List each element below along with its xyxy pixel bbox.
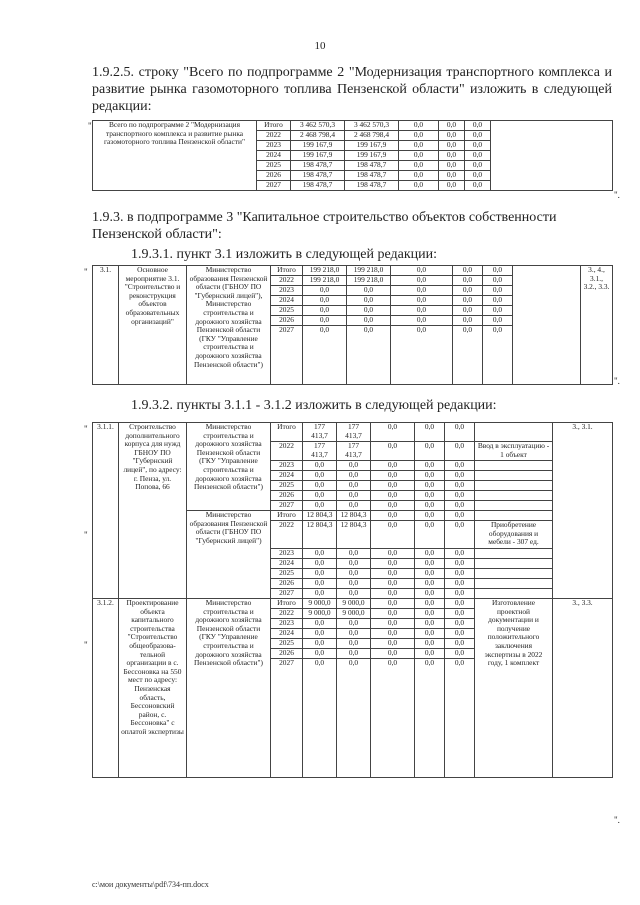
- amount-cell: 0,0: [439, 131, 465, 141]
- quote-open-3b: ": [84, 530, 88, 540]
- amount-cell: 0,0: [415, 579, 445, 589]
- amount-cell: 0,0: [399, 181, 439, 191]
- amount-cell: 199 218,0: [347, 266, 391, 276]
- amount-cell: 0,0: [337, 559, 371, 569]
- amount-cell: 199 218,0: [303, 276, 347, 286]
- amount-cell: 0,0: [303, 471, 337, 481]
- amount-cell: 0,0: [347, 296, 391, 306]
- amount-cell: 0,0: [371, 442, 415, 461]
- amount-cell: 198 478,7: [345, 171, 399, 181]
- table-row: [93, 266, 613, 276]
- amount-cell: 0,0: [337, 619, 371, 629]
- amount-cell: 0,0: [399, 131, 439, 141]
- reference-cell: 3., 3.3.: [553, 599, 613, 778]
- amount-cell: 0,0: [337, 491, 371, 501]
- amount-cell: 9 000,0: [337, 609, 371, 619]
- amount-cell: 0,0: [439, 181, 465, 191]
- year-cell: 2025: [271, 569, 303, 579]
- table-item-3-1: [92, 265, 613, 385]
- amount-cell: 177 413,7: [303, 442, 337, 461]
- amount-cell: 0,0: [445, 481, 475, 491]
- amount-cell: 0,0: [371, 659, 415, 778]
- quote-open-1: ": [88, 121, 92, 131]
- item-number: 3.1.2.: [93, 599, 119, 778]
- amount-cell: 0,0: [415, 589, 445, 599]
- amount-cell: 2 468 798,4: [291, 131, 345, 141]
- amount-cell: 0,0: [371, 589, 415, 599]
- table-row: [93, 121, 613, 131]
- quote-open-3c: ": [84, 640, 88, 650]
- amount-cell: 0,0: [445, 629, 475, 639]
- amount-cell: 0,0: [391, 296, 453, 306]
- year-cell: 2022: [271, 521, 303, 549]
- executor-cell: Министерство строительства и дорожного хозяйства Пензенской области (ГКУ "Управление строительства и дорожного хозяйства Пензенской области"): [187, 599, 271, 778]
- year-cell: 2023: [271, 619, 303, 629]
- amount-cell: 0,0: [445, 442, 475, 461]
- amount-cell: 3 462 570,3: [345, 121, 399, 131]
- year-cell: 2027: [271, 326, 303, 385]
- amount-cell: 199 167,9: [345, 151, 399, 161]
- amount-cell: 0,0: [371, 461, 415, 471]
- amount-cell: 0,0: [415, 639, 445, 649]
- amount-cell: 0,0: [371, 649, 415, 659]
- item-number: 3.1.: [93, 266, 119, 385]
- executor-cell: Министерство образования Пензенской области (ГБНОУ ПО "Губернский лицей"): [187, 511, 271, 599]
- amount-cell: 0,0: [303, 461, 337, 471]
- amount-cell: 0,0: [415, 491, 445, 501]
- year-cell: 2026: [257, 171, 291, 181]
- year-cell: 2024: [271, 629, 303, 639]
- amount-cell: 0,0: [445, 639, 475, 649]
- amount-cell: 177 413,7: [337, 442, 371, 461]
- amount-cell: 0,0: [439, 161, 465, 171]
- amount-cell: 0,0: [337, 659, 371, 778]
- reference-cell: 3., 4., 3.1., 3.2., 3.3.: [581, 266, 613, 385]
- amount-cell: 0,0: [415, 481, 445, 491]
- amount-cell: 198 478,7: [291, 161, 345, 171]
- quote-close-3: ".: [614, 815, 620, 825]
- amount-cell: 0,0: [337, 589, 371, 599]
- amount-cell: 0,0: [371, 511, 415, 521]
- amount-cell: 0,0: [445, 559, 475, 569]
- paragraph-1-9-3-2: 1.9.3.2. пункты 3.1.1 - 3.1.2 изложить в следующей редакции:: [131, 398, 497, 413]
- amount-cell: 0,0: [337, 579, 371, 589]
- amount-cell: 199 167,9: [345, 141, 399, 151]
- amount-cell: 0,0: [465, 121, 491, 131]
- amount-cell: 0,0: [439, 121, 465, 131]
- amount-cell: 0,0: [483, 296, 513, 306]
- amount-cell: 0,0: [303, 306, 347, 316]
- amount-cell: 0,0: [439, 141, 465, 151]
- table-row: [93, 599, 613, 609]
- amount-cell: 0,0: [445, 501, 475, 511]
- amount-cell: 199 167,9: [291, 141, 345, 151]
- amount-cell: 0,0: [303, 549, 337, 559]
- amount-cell: 0,0: [303, 649, 337, 659]
- amount-cell: 12 804,3: [337, 521, 371, 549]
- amount-cell: 0,0: [453, 296, 483, 306]
- amount-cell: 0,0: [399, 161, 439, 171]
- amount-cell: 9 000,0: [303, 609, 337, 619]
- executor-cell: Министерство строительства и дорожного хозяйства Пензенской области (ГКУ "Управление строительства и дорожного хозяйства Пензенской области"): [187, 423, 271, 511]
- year-cell: 2022: [271, 609, 303, 619]
- amount-cell: 0,0: [445, 521, 475, 549]
- amount-cell: 0,0: [303, 569, 337, 579]
- subprogram-label: Всего по подпрограмме 2 "Модернизация транспортного комплекса и развитие рынка газомоторного топлива Пензенской области": [93, 121, 257, 191]
- amount-cell: 0,0: [415, 599, 445, 609]
- amount-cell: 0,0: [371, 619, 415, 629]
- file-path-footer: c:\мои документы\pdf\734-пп.docx: [92, 880, 209, 889]
- amount-cell: 0,0: [337, 569, 371, 579]
- amount-cell: 0,0: [391, 326, 453, 385]
- amount-cell: 0,0: [439, 171, 465, 181]
- year-cell: 2026: [271, 649, 303, 659]
- amount-cell: 0,0: [445, 491, 475, 501]
- amount-cell: 0,0: [303, 501, 337, 511]
- amount-cell: 0,0: [445, 599, 475, 609]
- amount-cell: 0,0: [465, 131, 491, 141]
- amount-cell: 199 218,0: [347, 276, 391, 286]
- empty-cell: [475, 559, 553, 569]
- paragraph-1-9-3-1: 1.9.3.1. пункт 3.1 изложить в следующей редакции:: [131, 247, 437, 262]
- amount-cell: 12 804,3: [303, 521, 337, 549]
- amount-cell: 0,0: [303, 491, 337, 501]
- amount-cell: 198 478,7: [345, 161, 399, 171]
- amount-cell: 0,0: [303, 579, 337, 589]
- amount-cell: 0,0: [337, 629, 371, 639]
- year-cell: Итого: [271, 599, 303, 609]
- quote-open-2: ": [84, 267, 88, 277]
- amount-cell: 0,0: [465, 181, 491, 191]
- amount-cell: 9 000,0: [337, 599, 371, 609]
- amount-cell: 0,0: [445, 589, 475, 599]
- amount-cell: 0,0: [371, 579, 415, 589]
- quote-open-3: ": [84, 424, 88, 434]
- amount-cell: 0,0: [483, 286, 513, 296]
- amount-cell: 0,0: [445, 619, 475, 629]
- amount-cell: 0,0: [415, 609, 445, 619]
- amount-cell: 0,0: [391, 286, 453, 296]
- amount-cell: 0,0: [303, 326, 347, 385]
- amount-cell: 177 413,7: [337, 423, 371, 442]
- empty-cell: [475, 511, 553, 521]
- amount-cell: 0,0: [371, 521, 415, 549]
- amount-cell: 0,0: [337, 471, 371, 481]
- amount-cell: 0,0: [337, 501, 371, 511]
- amount-cell: 0,0: [453, 306, 483, 316]
- amount-cell: 0,0: [303, 481, 337, 491]
- empty-cell: [475, 589, 553, 599]
- amount-cell: 0,0: [465, 161, 491, 171]
- amount-cell: 0,0: [445, 423, 475, 442]
- paragraph-1-9-2-5: 1.9.2.5. строку "Всего по подпрограмме 2 "Модернизация транспортного комплекса и развитие рынка газомоторного топлива Пензенской области" изложить в следующей редакции:: [92, 65, 612, 114]
- amount-cell: 0,0: [303, 286, 347, 296]
- year-cell: Итого: [257, 121, 291, 131]
- reference-cell: 3., 3.1.: [553, 423, 613, 599]
- amount-cell: 0,0: [303, 659, 337, 778]
- amount-cell: 0,0: [483, 326, 513, 385]
- amount-cell: 0,0: [415, 649, 445, 659]
- amount-cell: 0,0: [415, 511, 445, 521]
- amount-cell: 198 478,7: [291, 171, 345, 181]
- amount-cell: 0,0: [445, 569, 475, 579]
- amount-cell: 0,0: [453, 286, 483, 296]
- amount-cell: 0,0: [415, 629, 445, 639]
- amount-cell: 0,0: [303, 589, 337, 599]
- empty-cell: [475, 481, 553, 491]
- amount-cell: 3 462 570,3: [291, 121, 345, 131]
- amount-cell: 0,0: [337, 481, 371, 491]
- amount-cell: 0,0: [337, 649, 371, 659]
- result-cell: Ввод в эксплуатацию - 1 объект: [475, 442, 553, 461]
- amount-cell: 0,0: [465, 171, 491, 181]
- year-cell: 2023: [271, 549, 303, 559]
- amount-cell: 0,0: [303, 629, 337, 639]
- result-cell: Изготовление проектной документации и получение положительного заключения экспертизы в 2022 году, 1 комплект: [475, 599, 553, 778]
- year-cell: 2026: [271, 316, 303, 326]
- empty-cell: [475, 501, 553, 511]
- amount-cell: 198 478,7: [291, 181, 345, 191]
- amount-cell: 0,0: [483, 316, 513, 326]
- amount-cell: 0,0: [439, 151, 465, 161]
- year-cell: 2024: [257, 151, 291, 161]
- measure-name: Строительство дополнительного корпуса для нужд ГБНОУ ПО "Губернский лицей", по адресу: г. Пенза, ул. Попова, 66: [119, 423, 187, 599]
- year-cell: 2027: [271, 501, 303, 511]
- page-number: 10: [314, 40, 326, 52]
- year-cell: 2022: [257, 131, 291, 141]
- amount-cell: 0,0: [415, 442, 445, 461]
- amount-cell: 12 804,3: [303, 511, 337, 521]
- year-cell: 2024: [271, 296, 303, 306]
- table-items-3-1-1-3-1-2: [92, 422, 613, 778]
- empty-cell: [475, 579, 553, 589]
- amount-cell: 0,0: [371, 491, 415, 501]
- empty-cell: [475, 423, 553, 442]
- amount-cell: 0,0: [465, 141, 491, 151]
- year-cell: 2024: [271, 559, 303, 569]
- amount-cell: 199 218,0: [303, 266, 347, 276]
- amount-cell: 0,0: [399, 151, 439, 161]
- amount-cell: 0,0: [483, 306, 513, 316]
- amount-cell: 0,0: [371, 609, 415, 619]
- amount-cell: 12 804,3: [337, 511, 371, 521]
- amount-cell: 0,0: [391, 266, 453, 276]
- amount-cell: 0,0: [391, 276, 453, 286]
- item-number: 3.1.1.: [93, 423, 119, 599]
- year-cell: 2025: [271, 639, 303, 649]
- amount-cell: 199 167,9: [291, 151, 345, 161]
- year-cell: 2027: [271, 589, 303, 599]
- amount-cell: 2 468 798,4: [345, 131, 399, 141]
- year-cell: 2025: [271, 306, 303, 316]
- amount-cell: 0,0: [337, 461, 371, 471]
- empty-cell: [475, 549, 553, 559]
- amount-cell: 0,0: [415, 471, 445, 481]
- amount-cell: 0,0: [371, 559, 415, 569]
- amount-cell: 0,0: [371, 569, 415, 579]
- amount-cell: 0,0: [445, 461, 475, 471]
- amount-cell: 0,0: [415, 521, 445, 549]
- amount-cell: 0,0: [453, 276, 483, 286]
- amount-cell: 0,0: [445, 471, 475, 481]
- amount-cell: 0,0: [303, 296, 347, 306]
- amount-cell: 0,0: [415, 461, 445, 471]
- year-cell: 2022: [271, 276, 303, 286]
- table-row: [93, 423, 613, 442]
- amount-cell: 0,0: [391, 316, 453, 326]
- amount-cell: 0,0: [371, 639, 415, 649]
- amount-cell: 0,0: [445, 659, 475, 778]
- amount-cell: 0,0: [371, 549, 415, 559]
- amount-cell: 0,0: [371, 629, 415, 639]
- amount-cell: 0,0: [445, 609, 475, 619]
- amount-cell: 0,0: [347, 316, 391, 326]
- amount-cell: 0,0: [415, 423, 445, 442]
- year-cell: 2025: [257, 161, 291, 171]
- amount-cell: 0,0: [371, 423, 415, 442]
- amount-cell: 198 478,7: [345, 181, 399, 191]
- year-cell: 2022: [271, 442, 303, 461]
- amount-cell: 0,0: [415, 619, 445, 629]
- amount-cell: 0,0: [415, 559, 445, 569]
- amount-cell: 0,0: [445, 579, 475, 589]
- year-cell: 2024: [271, 471, 303, 481]
- result-cell: Приобретение оборудования и мебели - 307 ед.: [475, 521, 553, 549]
- amount-cell: 0,0: [453, 266, 483, 276]
- amount-cell: 0,0: [391, 306, 453, 316]
- amount-cell: 0,0: [337, 549, 371, 559]
- year-cell: 2027: [271, 659, 303, 778]
- amount-cell: 0,0: [371, 501, 415, 511]
- empty-cell: [513, 266, 581, 385]
- amount-cell: 0,0: [303, 559, 337, 569]
- amount-cell: 0,0: [399, 121, 439, 131]
- amount-cell: 0,0: [453, 326, 483, 385]
- year-cell: 2026: [271, 491, 303, 501]
- year-cell: Итого: [271, 266, 303, 276]
- amount-cell: 0,0: [415, 659, 445, 778]
- amount-cell: 177 413,7: [303, 423, 337, 442]
- year-cell: 2023: [271, 286, 303, 296]
- amount-cell: 0,0: [303, 639, 337, 649]
- empty-cell: [475, 471, 553, 481]
- amount-cell: 0,0: [483, 266, 513, 276]
- amount-cell: 0,0: [399, 171, 439, 181]
- amount-cell: 0,0: [415, 549, 445, 559]
- amount-cell: 0,0: [303, 316, 347, 326]
- amount-cell: 0,0: [445, 549, 475, 559]
- table-subprogram-2-total: [92, 120, 613, 191]
- amount-cell: 9 000,0: [303, 599, 337, 609]
- quote-close-2: ".: [614, 376, 620, 386]
- amount-cell: 0,0: [453, 316, 483, 326]
- paragraph-1-9-3: 1.9.3. в подпрограмме 3 "Капитальное строительство объектов собственности Пензенской области":: [92, 210, 557, 242]
- year-cell: 2023: [271, 461, 303, 471]
- year-cell: 2025: [271, 481, 303, 491]
- measure-name: Проектирование объекта капитального строительства "Строительство общеобразова-тельной организации в с. Бессоновка на 550 мест по адресу: Пензенская область, Бессоновский район, с. Бессоновка" с оплатой экспертизы: [119, 599, 187, 778]
- amount-cell: 0,0: [445, 649, 475, 659]
- empty-cell: [475, 461, 553, 471]
- quote-close-1: ".: [614, 190, 620, 200]
- empty-cell: [475, 569, 553, 579]
- amount-cell: 0,0: [371, 471, 415, 481]
- amount-cell: 0,0: [445, 511, 475, 521]
- amount-cell: 0,0: [303, 619, 337, 629]
- amount-cell: 0,0: [399, 141, 439, 151]
- amount-cell: 0,0: [347, 286, 391, 296]
- executor-cell: Министерство образования Пензенской области (ГБНОУ ПО "Губернский лицей"), Министерство строительства и дорожного хозяйства Пензенской области (ГКУ "Управление строительства и дорожного хозяйства Пензенской области"): [187, 266, 271, 385]
- amount-cell: 0,0: [347, 306, 391, 316]
- year-cell: Итого: [271, 423, 303, 442]
- year-cell: 2026: [271, 579, 303, 589]
- year-cell: Итого: [271, 511, 303, 521]
- measure-name: Основное мероприятие 3.1. "Строительство и реконструкция объектов образовательных организаций": [119, 266, 187, 385]
- amount-cell: 0,0: [371, 599, 415, 609]
- year-cell: 2023: [257, 141, 291, 151]
- amount-cell: 0,0: [347, 326, 391, 385]
- amount-cell: 0,0: [337, 639, 371, 649]
- amount-cell: 0,0: [371, 481, 415, 491]
- empty-cell: [475, 491, 553, 501]
- year-cell: 2027: [257, 181, 291, 191]
- amount-cell: 0,0: [483, 276, 513, 286]
- amount-cell: 0,0: [415, 569, 445, 579]
- amount-cell: 0,0: [465, 151, 491, 161]
- empty-cell: [491, 121, 613, 191]
- amount-cell: 0,0: [415, 501, 445, 511]
